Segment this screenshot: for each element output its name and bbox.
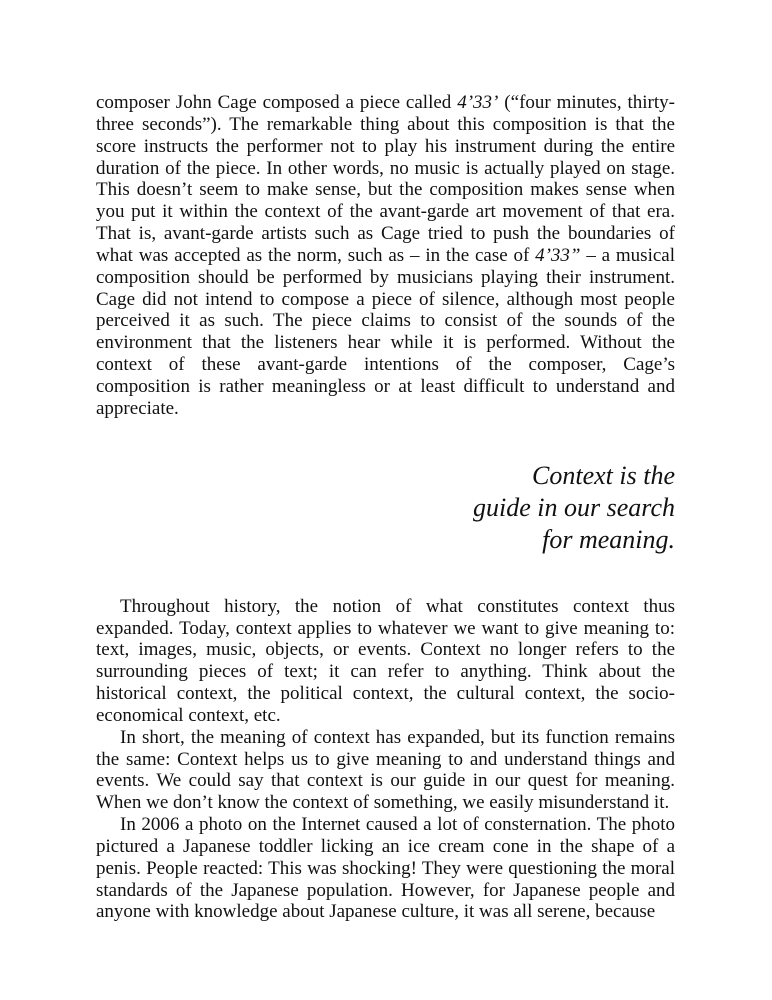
document-page [96, 92, 675, 923]
paragraph-cage-composition [96, 92, 675, 420]
paragraph-text: – a musical composition should be performed by musicians playing their instrument. Cage did not intend to compose a piece of silence, although most people perceived it as such. The piece claims to consist of the sounds of the environment that the listeners hear while it is performed. Without the context of these avant-garde intentions of the composer, Cage’s composition is rather meaningless or at least difficult to understand and appreciate. [96, 244, 675, 419]
paragraph-context-expanded: Throughout history, the notion of what constitutes context thus expanded. Today, context applies to whatever we want to give meaning to: text, images, music, objects, or events. Context no longer refers to the surrounding pieces of text; it can refer to anything. Think about the historical context, the political context, the cultural context, the socio-economical context, etc. [96, 595, 675, 726]
paragraph-context-function: In short, the meaning of context has expanded, but its function remains the same: Context helps us to give meaning to and understand things and events. We could say that context is our guide in our quest for meaning. When we don’t know the context of something, we easily misunderstand it. [96, 726, 675, 814]
pull-quote-line: Context is the [532, 460, 675, 490]
pull-quote-line: for meaning. [542, 524, 675, 554]
work-title: 4’33’ [457, 92, 499, 113]
paragraph-japanese-photo: In 2006 a photo on the Internet caused a lot of consternation. The photo pictured a Japanese toddler licking an ice cream cone in the shape of a penis. People reacted: This was shocking! They were questioning the moral standards of the Japanese population. However, for Japanese people and anyone with knowledge about Japanese culture, it was all serene, because [96, 814, 675, 923]
paragraph-text: (“four minutes, thirty-three seconds”). The remarkable thing about this composition is that the score instructs the performer not to play his instrument during the entire duration of the piece. In other words, no music is actually played on stage. This doesn’t seem to make sense, but the composition makes sense when you put it within the context of the avant-garde art movement of that era. That is, avant-garde artists such as Cage tried to push the boundaries of what was accepted as the norm, such as – in the case of [96, 92, 675, 266]
pull-quote-line: guide in our search [473, 492, 675, 522]
paragraph-text: composer John Cage composed a piece called [96, 92, 458, 113]
work-title: 4’33” [535, 244, 581, 266]
pull-quote [96, 460, 675, 556]
